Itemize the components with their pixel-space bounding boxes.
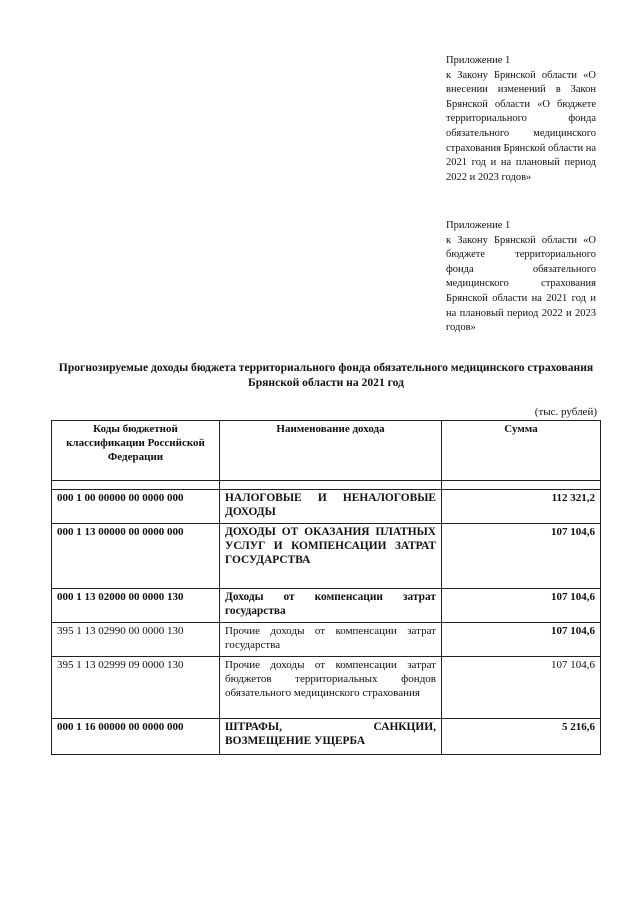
row-name: НАЛОГОВЫЕ И НЕНАЛОГОВЫЕ ДОХОДЫ xyxy=(220,490,442,524)
header-sum: Сумма xyxy=(442,421,601,481)
table-row xyxy=(52,490,601,524)
row-code: 000 1 00 00000 00 0000 000 xyxy=(52,490,220,524)
row-code: 000 1 13 02000 00 0000 130 xyxy=(52,589,220,623)
row-sum: 5 216,6 xyxy=(442,719,601,755)
header-name: Наименование дохода xyxy=(220,421,442,481)
row-name: Доходы от компенсации затрат государства xyxy=(220,589,442,623)
revenue-table xyxy=(51,420,601,755)
row-code: 000 1 16 00000 00 0000 000 xyxy=(52,719,220,755)
row-name: ДОХОДЫ ОТ ОКАЗАНИЯ ПЛАТНЫХ УСЛУГ И КОМПЕНСАЦИИ ЗАТРАТ ГОСУДАРСТВА xyxy=(220,524,442,589)
appendix-1-text: к Закону Брянской области «О внесении изменений в Закон Брянской области «О бюджете территориального фонда обязательного медицинского страхования Брянской области на 2021 год и на плановый период 2022 и 2023 годов» xyxy=(446,69,597,183)
appendix-note-1 xyxy=(446,54,596,185)
table-row xyxy=(52,719,601,755)
table-row xyxy=(52,524,601,589)
spacer-cell xyxy=(442,481,601,490)
units-label: (тыс. рублей) xyxy=(534,406,597,418)
row-name: Прочие доходы от компенсации затрат государства xyxy=(220,623,442,657)
appendix-2-title: Приложение 1 xyxy=(446,220,511,231)
row-code: 395 1 13 02999 09 0000 130 xyxy=(52,657,220,719)
row-name: Прочие доходы от компенсации затрат бюджетов территориальных фондов обязательного медицинского страхования xyxy=(220,657,442,719)
header-code: Коды бюджетной классификации Российской Федерации xyxy=(52,421,220,481)
table-row xyxy=(52,623,601,657)
spacer-cell xyxy=(220,481,442,490)
table-spacer-row xyxy=(52,481,601,490)
appendix-note-2 xyxy=(446,219,596,336)
row-sum: 107 104,6 xyxy=(442,589,601,623)
document-title: Прогнозируемые доходы бюджета территориального фонда обязательного медицинского страхования Брянской области на 2021 год xyxy=(58,361,594,389)
table-row xyxy=(52,657,601,719)
appendix-1-title: Приложение 1 xyxy=(446,55,511,66)
row-sum: 107 104,6 xyxy=(442,623,601,657)
row-sum: 112 321,2 xyxy=(442,490,601,524)
spacer-cell xyxy=(52,481,220,490)
row-code: 000 1 13 00000 00 0000 000 xyxy=(52,524,220,589)
row-sum: 107 104,6 xyxy=(442,524,601,589)
row-code: 395 1 13 02990 00 0000 130 xyxy=(52,623,220,657)
row-name: ШТРАФЫ, САНКЦИИ, ВОЗМЕЩЕНИЕ УЩЕРБА xyxy=(220,719,442,755)
table-row xyxy=(52,589,601,623)
appendix-2-text: к Закону Брянской области «О бюджете территориального фонда обязательного медицинского страхования Брянской области на 2021 год и на плановый период 2022 и 2023 годов» xyxy=(446,234,596,334)
row-sum: 107 104,6 xyxy=(442,657,601,719)
table-header-row xyxy=(52,421,601,481)
